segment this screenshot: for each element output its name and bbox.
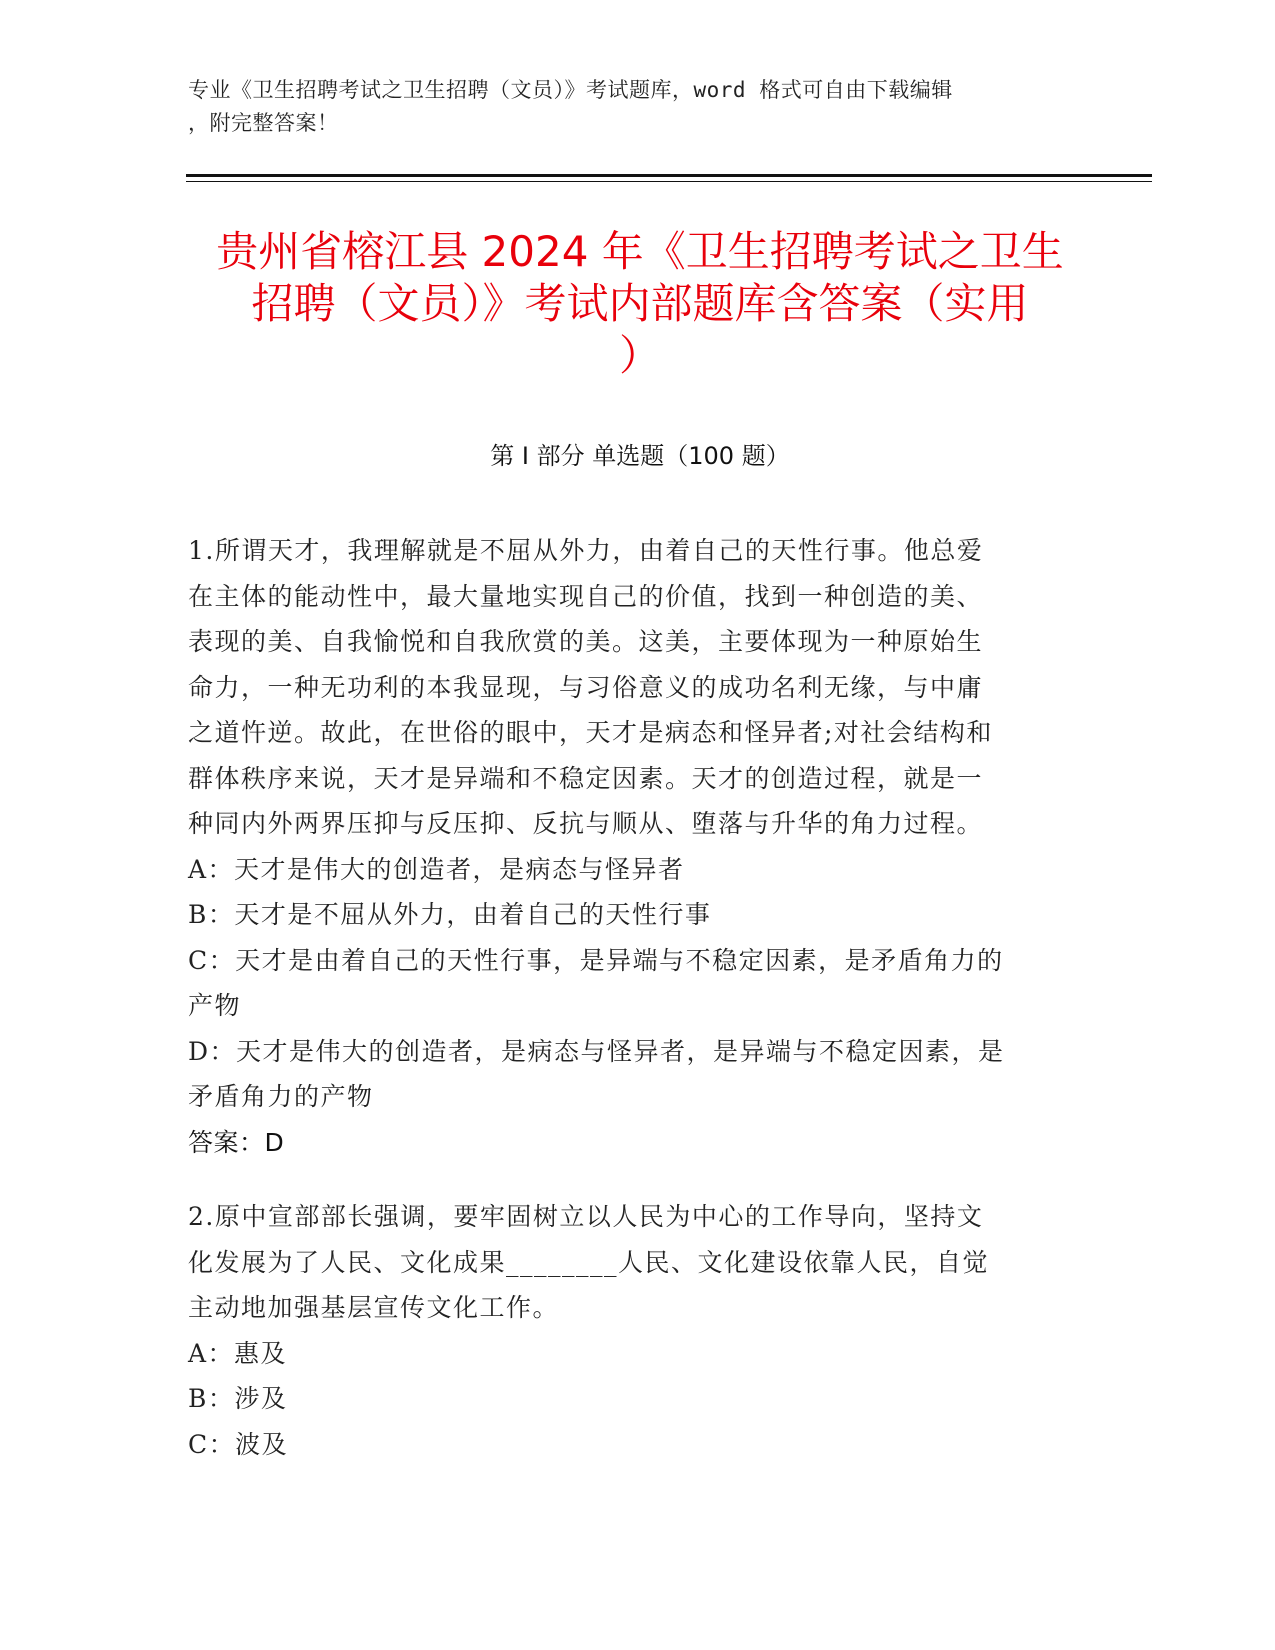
- question-stem-line: 化发展为了人民、文化成果________人民、文化建设依靠人民，自觉: [188, 1247, 990, 1277]
- option-c: C：波及: [188, 1429, 289, 1459]
- header-note-line: 专业《卫生招聘考试之卫生招聘（文员）》考试题库，word 格式可自由下载编辑: [188, 78, 953, 102]
- title-line: ）: [618, 331, 661, 380]
- question-stem-line: 命力，一种无功利的本我显现，与习俗意义的成功名利无缘，与中庸: [188, 672, 984, 702]
- title-line: 招聘（文员）》考试内部题库含答案（实用: [251, 279, 1029, 328]
- question-stem-line: 主动地加强基层宣传文化工作。: [188, 1293, 560, 1322]
- question-stem-line: 种同内外两界压抑与反压抑、反抗与顺从、堕落与升华的角力过程。: [188, 809, 984, 838]
- header-divider-thick: [186, 174, 1152, 177]
- question-stem-line: 在主体的能动性中，最大量地实现自己的价值，找到一种创造的美、: [188, 581, 984, 611]
- header-divider-thin: [186, 181, 1152, 182]
- section-heading: 第 I 部分 单选题（100 题）: [490, 442, 790, 470]
- option-b: B：天才是不屈从外力，由着自己的天性行事: [188, 900, 712, 929]
- option-b: B：涉及: [188, 1384, 288, 1413]
- header-note: [188, 74, 1068, 140]
- option-a: A：惠及: [188, 1338, 288, 1368]
- option-c-continued: 产物: [188, 991, 242, 1020]
- option-a: A：天才是伟大的创造者，是病态与怪异者: [188, 854, 685, 884]
- question-2: [188, 1194, 1068, 1467]
- question-stem-line: 之道忤逆。故此，在世俗的眼中，天才是病态和怪异者;对社会结构和: [188, 718, 993, 747]
- question-stem-line: 2.原中宣部部长强调，要牢固树立以人民为中心的工作导向，坚持文: [188, 1202, 984, 1231]
- option-c: C：天才是由着自己的天性行事，是异端与不稳定因素，是矛盾角力的: [188, 945, 1004, 975]
- document-title: [180, 226, 1100, 382]
- answer-label: 答案：D: [188, 1127, 285, 1157]
- option-d: D：天才是伟大的创造者，是病态与怪异者，是异端与不稳定因素，是: [188, 1036, 1005, 1066]
- question-stem-line: 群体秩序来说，天才是异端和不稳定因素。天才的创造过程，就是一: [188, 763, 984, 793]
- option-d-continued: 矛盾角力的产物: [188, 1082, 374, 1111]
- title-line: 贵州省榕江县 2024 年《卫生招聘考试之卫生: [216, 227, 1064, 276]
- question-stem-line: 1.所谓天才，我理解就是不屈从外力，由着自己的天性行事。他总爱: [188, 536, 984, 565]
- header-note-line: ，附完整答案！: [188, 111, 339, 135]
- question-1: [188, 528, 1068, 1165]
- question-stem-line: 表现的美、自我愉悦和自我欣赏的美。这美，主要体现为一种原始生: [188, 627, 984, 656]
